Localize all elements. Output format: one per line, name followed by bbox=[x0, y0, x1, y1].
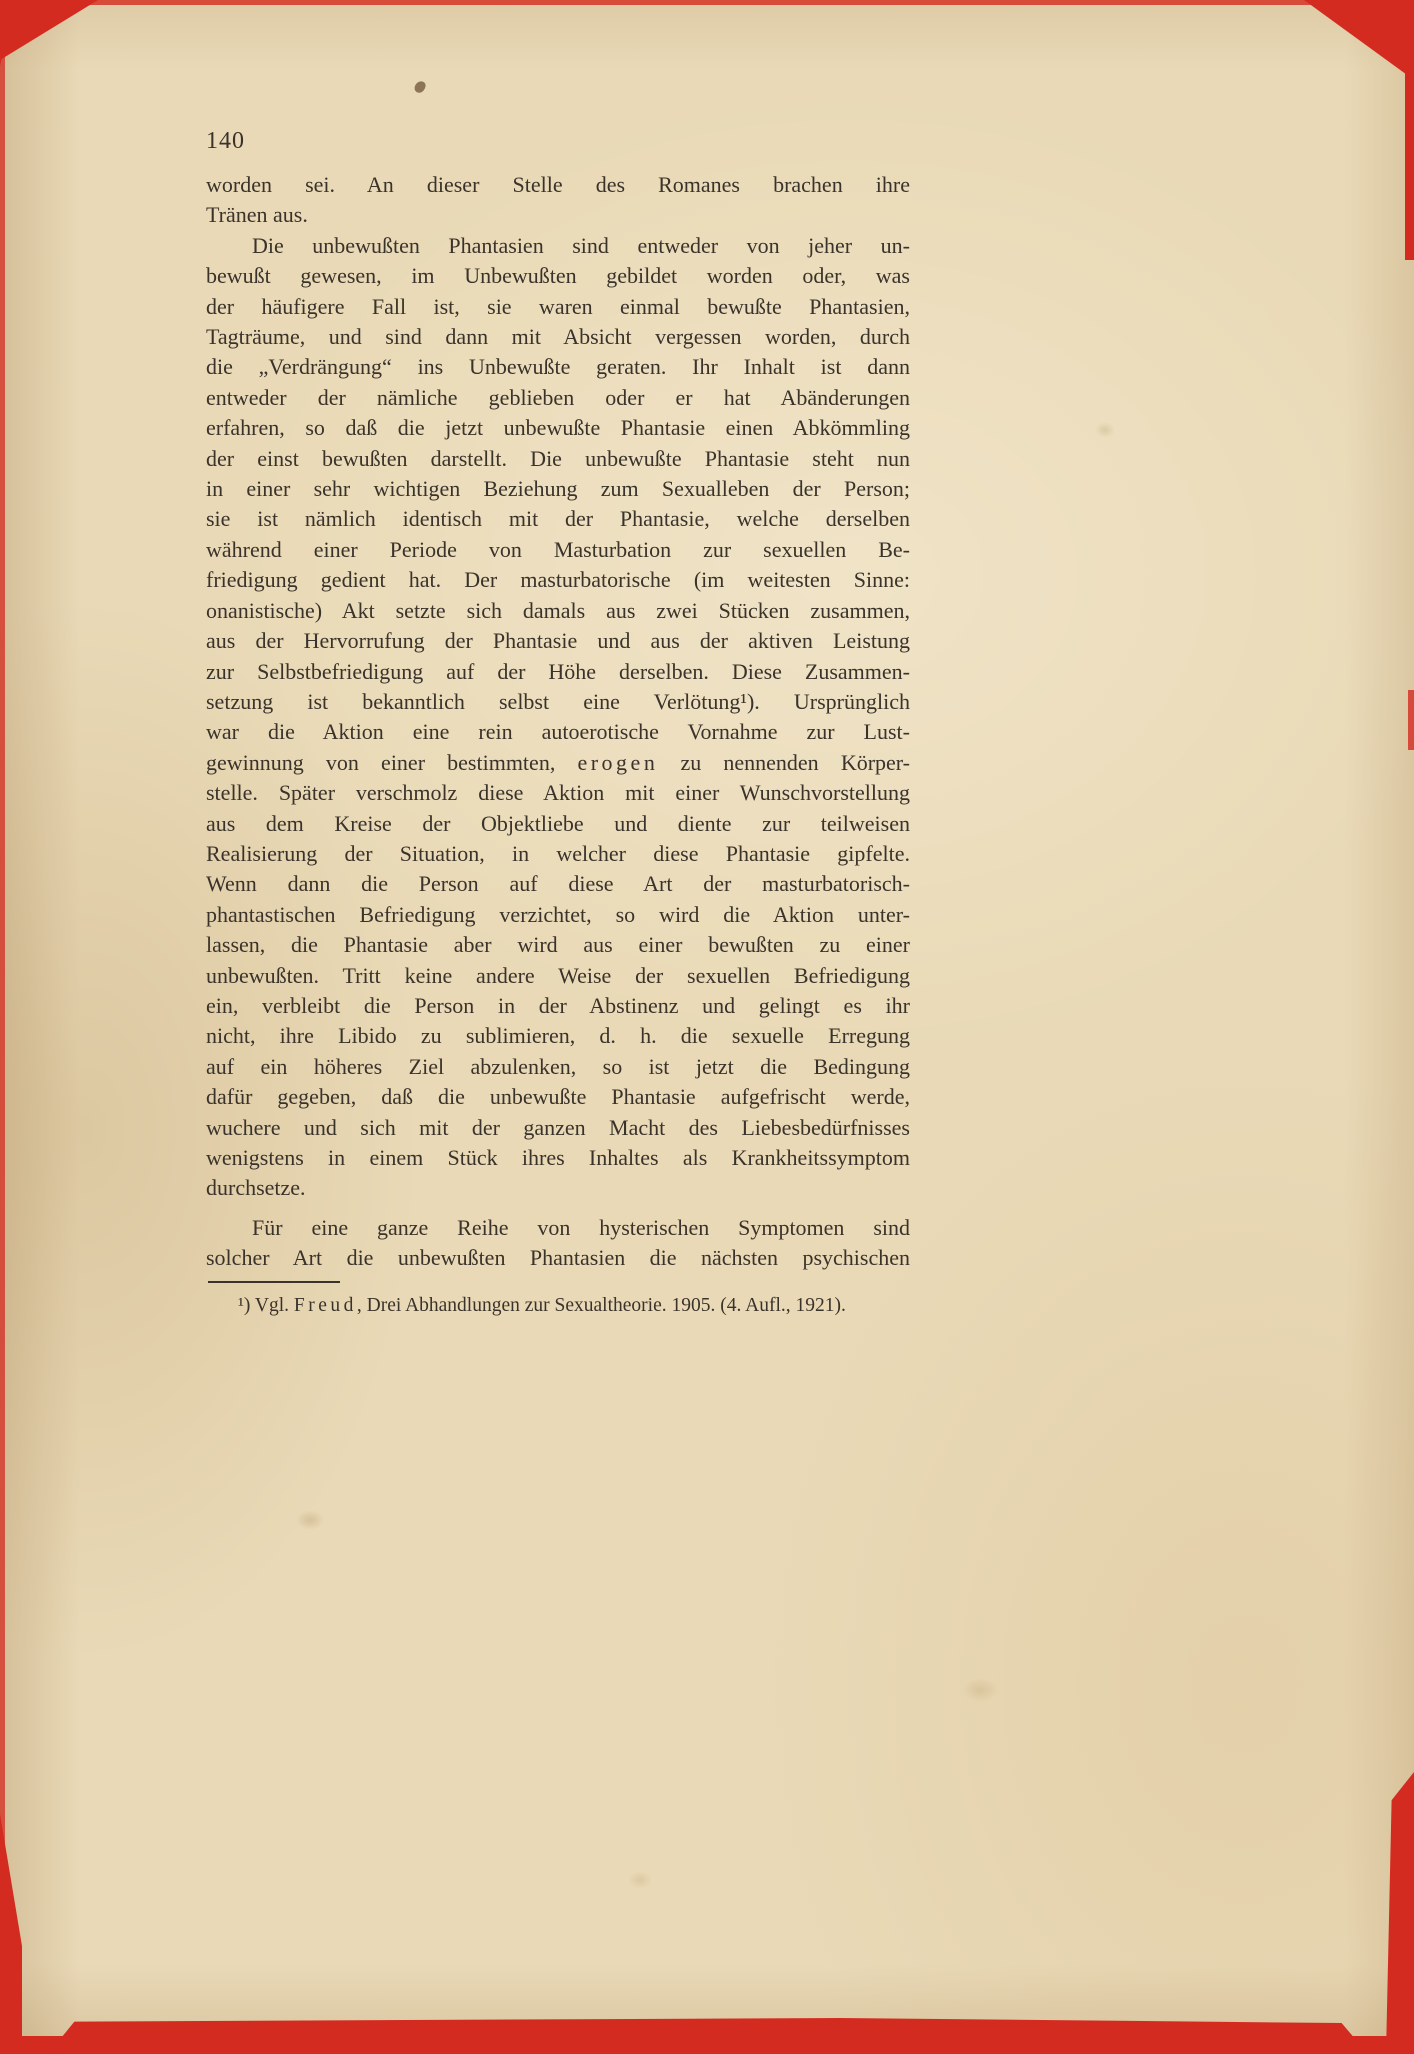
text-line: stelle. Später verschmolz diese Aktion mit einer Wunschvorstellung bbox=[206, 780, 910, 806]
text-line: Für eine ganze Reihe von hysterischen Symptomen sind bbox=[252, 1214, 910, 1240]
text-line: durchsetze. bbox=[206, 1175, 306, 1201]
text-line: friedigung gedient hat. Der masturbatorische (im weitesten Sinne: bbox=[206, 567, 910, 593]
text-line: in einer sehr wichtigen Beziehung zum Sexualleben der Person; bbox=[206, 476, 910, 502]
text-line: auf ein höheres Ziel abzulenken, so ist jetzt die Bedingung bbox=[206, 1053, 910, 1079]
scan-mark-top-left bbox=[0, 0, 98, 60]
text-line: ein, verbleibt die Person in der Abstinenz und gelingt es ihr bbox=[206, 992, 910, 1018]
scan-mark-right-mid bbox=[1408, 690, 1414, 750]
text-line: bewußt gewesen, im Unbewußten gebildet worden oder, was bbox=[206, 263, 910, 289]
text-line: wuchere und sich mit der ganzen Macht des Liebesbedürfnisses bbox=[206, 1114, 910, 1140]
text-line: erfahren, so daß die jetzt unbewußte Phantasie einen Abkömmling bbox=[206, 415, 910, 441]
scan-mark-top-edge bbox=[0, 0, 1414, 5]
text-line: nicht, ihre Libido zu sublimieren, d. h. die sexuelle Erregung bbox=[206, 1023, 910, 1049]
text-line: wenigstens in einem Stück ihres Inhaltes als Krankheitssymptom bbox=[206, 1145, 910, 1170]
text-line: solcher Art die unbewußten Phantasien die nächsten psychischen bbox=[206, 1245, 910, 1271]
text-line: dafür gegeben, daß die unbewußte Phantasie aufgefrischt werde, bbox=[206, 1084, 910, 1110]
text-line: aus der Hervorrufung der Phantasie und aus der aktiven Leistung bbox=[206, 628, 910, 654]
text-line: Tränen aus. bbox=[206, 202, 308, 228]
text-line: war die Aktion eine rein autoerotische Vornahme zur Lust- bbox=[206, 719, 910, 745]
scan-mark-right-lower bbox=[1386, 1772, 1414, 2054]
text-line: worden sei. An dieser Stelle des Romanes brachen ihre bbox=[206, 172, 910, 197]
text-line: lassen, die Phantasie aber wird aus einer bewußten zu einer bbox=[206, 932, 910, 958]
text-line: setzung ist bekanntlich selbst eine Verlötung¹). Ursprünglich bbox=[206, 688, 910, 714]
paragraph bbox=[206, 1213, 910, 1274]
scan-mark-left-bottom bbox=[0, 1814, 22, 2054]
scan-mark-bottom-band bbox=[48, 2018, 1368, 2054]
text-line: aus dem Kreise der Objektliebe und diente zur teilweisen bbox=[206, 810, 910, 836]
footnote-separator bbox=[208, 1281, 340, 1283]
paper-speck bbox=[413, 79, 427, 94]
text-line: unbewußten. Tritt keine andere Weise der sexuellen Befriedigung bbox=[206, 962, 910, 988]
text-line: Die unbewußten Phantasien sind entweder von jeher un- bbox=[252, 232, 910, 258]
text-line: sie ist nämlich identisch mit der Phantasie, welche derselben bbox=[206, 506, 910, 532]
text-line: der einst bewußten darstellt. Die unbewußte Phantasie steht nun bbox=[206, 445, 910, 471]
text-line: onanistische) Akt setzte sich damals aus zwei Stücken zusammen, bbox=[206, 597, 910, 623]
text-line: die „Verdrängung“ ins Unbewußte geraten. Ihr Inhalt ist dann bbox=[206, 354, 910, 380]
text-line: phantastischen Befriedigung verzichtet, so wird die Aktion unter- bbox=[206, 901, 910, 927]
text-line: Wenn dann die Person auf diese Art der masturbatorisch- bbox=[206, 871, 910, 897]
paragraph bbox=[206, 231, 910, 1204]
text-line: zur Selbstbefriedigung auf der Höhe derselben. Diese Zusammen- bbox=[206, 658, 910, 684]
text-line: während einer Periode von Masturbation zur sexuellen Be- bbox=[206, 536, 910, 562]
text-line: Realisierung der Situation, in welcher diese Phantasie gipfelte. bbox=[206, 840, 910, 866]
emphasized-word: Freud bbox=[293, 1295, 357, 1316]
text-line: Tagträume, und sind dann mit Absicht vergessen worden, durch bbox=[206, 324, 910, 350]
scan-mark-right-upper bbox=[1405, 60, 1414, 260]
footnote-text: ¹) Vgl. Freud, Drei Abhandlungen zur Sexualtheorie. 1905. (4. Aufl., 1921). bbox=[238, 1295, 846, 1316]
emphasized-word: erogen bbox=[577, 749, 659, 775]
text-line: der häufigere Fall ist, sie waren einmal bewußte Phantasien, bbox=[206, 293, 910, 319]
footnote bbox=[206, 1293, 912, 1319]
page-number: 140 bbox=[206, 128, 245, 154]
scan-mark-left-edge bbox=[0, 0, 5, 2054]
text-line: entweder der nämliche geblieben oder er hat Abänderungen bbox=[206, 384, 910, 410]
paragraph bbox=[206, 170, 910, 231]
scan-mark-top-right bbox=[1304, 0, 1414, 80]
text-block bbox=[206, 170, 910, 1274]
text-line: gewinnung von einer bestimmten, erogen zu nennenden Körper- bbox=[206, 749, 911, 775]
